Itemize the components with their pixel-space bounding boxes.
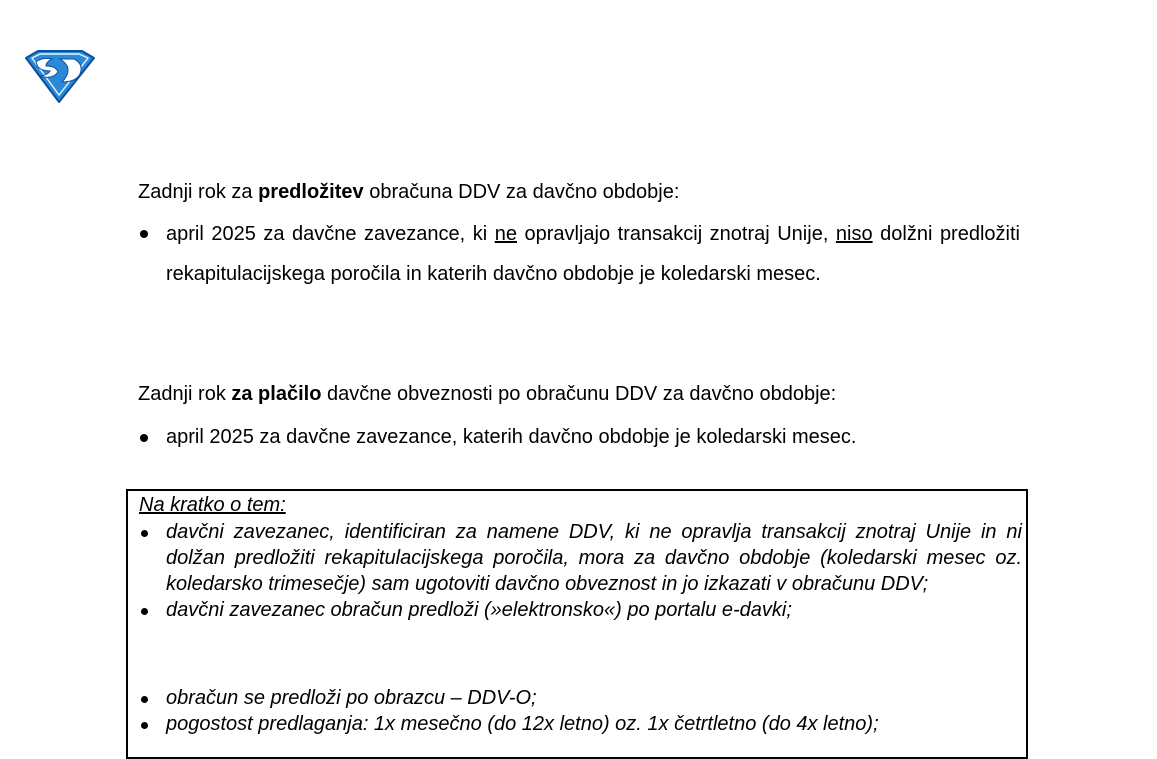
bullet-icon [141,608,148,615]
deadline-payment-intro: Zadnji rok za plačilo davčne obveznosti po obračunu DDV za davčno obdobje: [138,383,837,405]
bullet-icon [141,696,148,703]
bullet-icon [141,530,148,537]
summary-list [138,519,1022,623]
submission-deadline-list [138,214,1020,294]
bullet-icon [140,230,148,238]
list-item: april 2025 za davčne zavezance, katerih davčno obdobje je koledarski mesec. [138,425,1020,449]
list-item: davčni zavezanec obračun predloži (»elektronsko«) po portalu e-davki; [138,597,1022,623]
summary-box [126,489,1028,759]
list-item: pogostost predlaganja: 1x mesečno (do 12x letno) oz. 1x četrtletno (do 4x letno); [138,711,1022,737]
list-item: april 2025 za davčne zavezance, ki ne opravljajo transakcij znotraj Unije, niso dolžni predložiti rekapitulacijskega poročila in katerih davčno obdobje je koledarski mesec. [138,214,1020,294]
list-item: obračun se predloži po obrazcu – DDV-O; [138,685,1022,711]
summary-title: Na kratko o tem: [139,494,286,516]
company-logo-icon [22,48,96,104]
payment-deadline-list [138,425,1020,449]
list-item: davčni zavezanec, identificiran za namene DDV, ki ne opravlja transakcij znotraj Unije in ni dolžan predložiti rekapitulacijskega poročila, mora za davčno obdobje (koledarski mesec oz. koledarsko trimesečje) sam ugotoviti davčno obveznost in jo izkazati v obračunu DDV; [138,519,1022,597]
bullet-icon [141,722,148,729]
deadline-submission-intro: Zadnji rok za predložitev obračuna DDV za davčno obdobje: [138,181,680,203]
bullet-icon [140,434,148,442]
summary-list-continued [138,685,1022,737]
